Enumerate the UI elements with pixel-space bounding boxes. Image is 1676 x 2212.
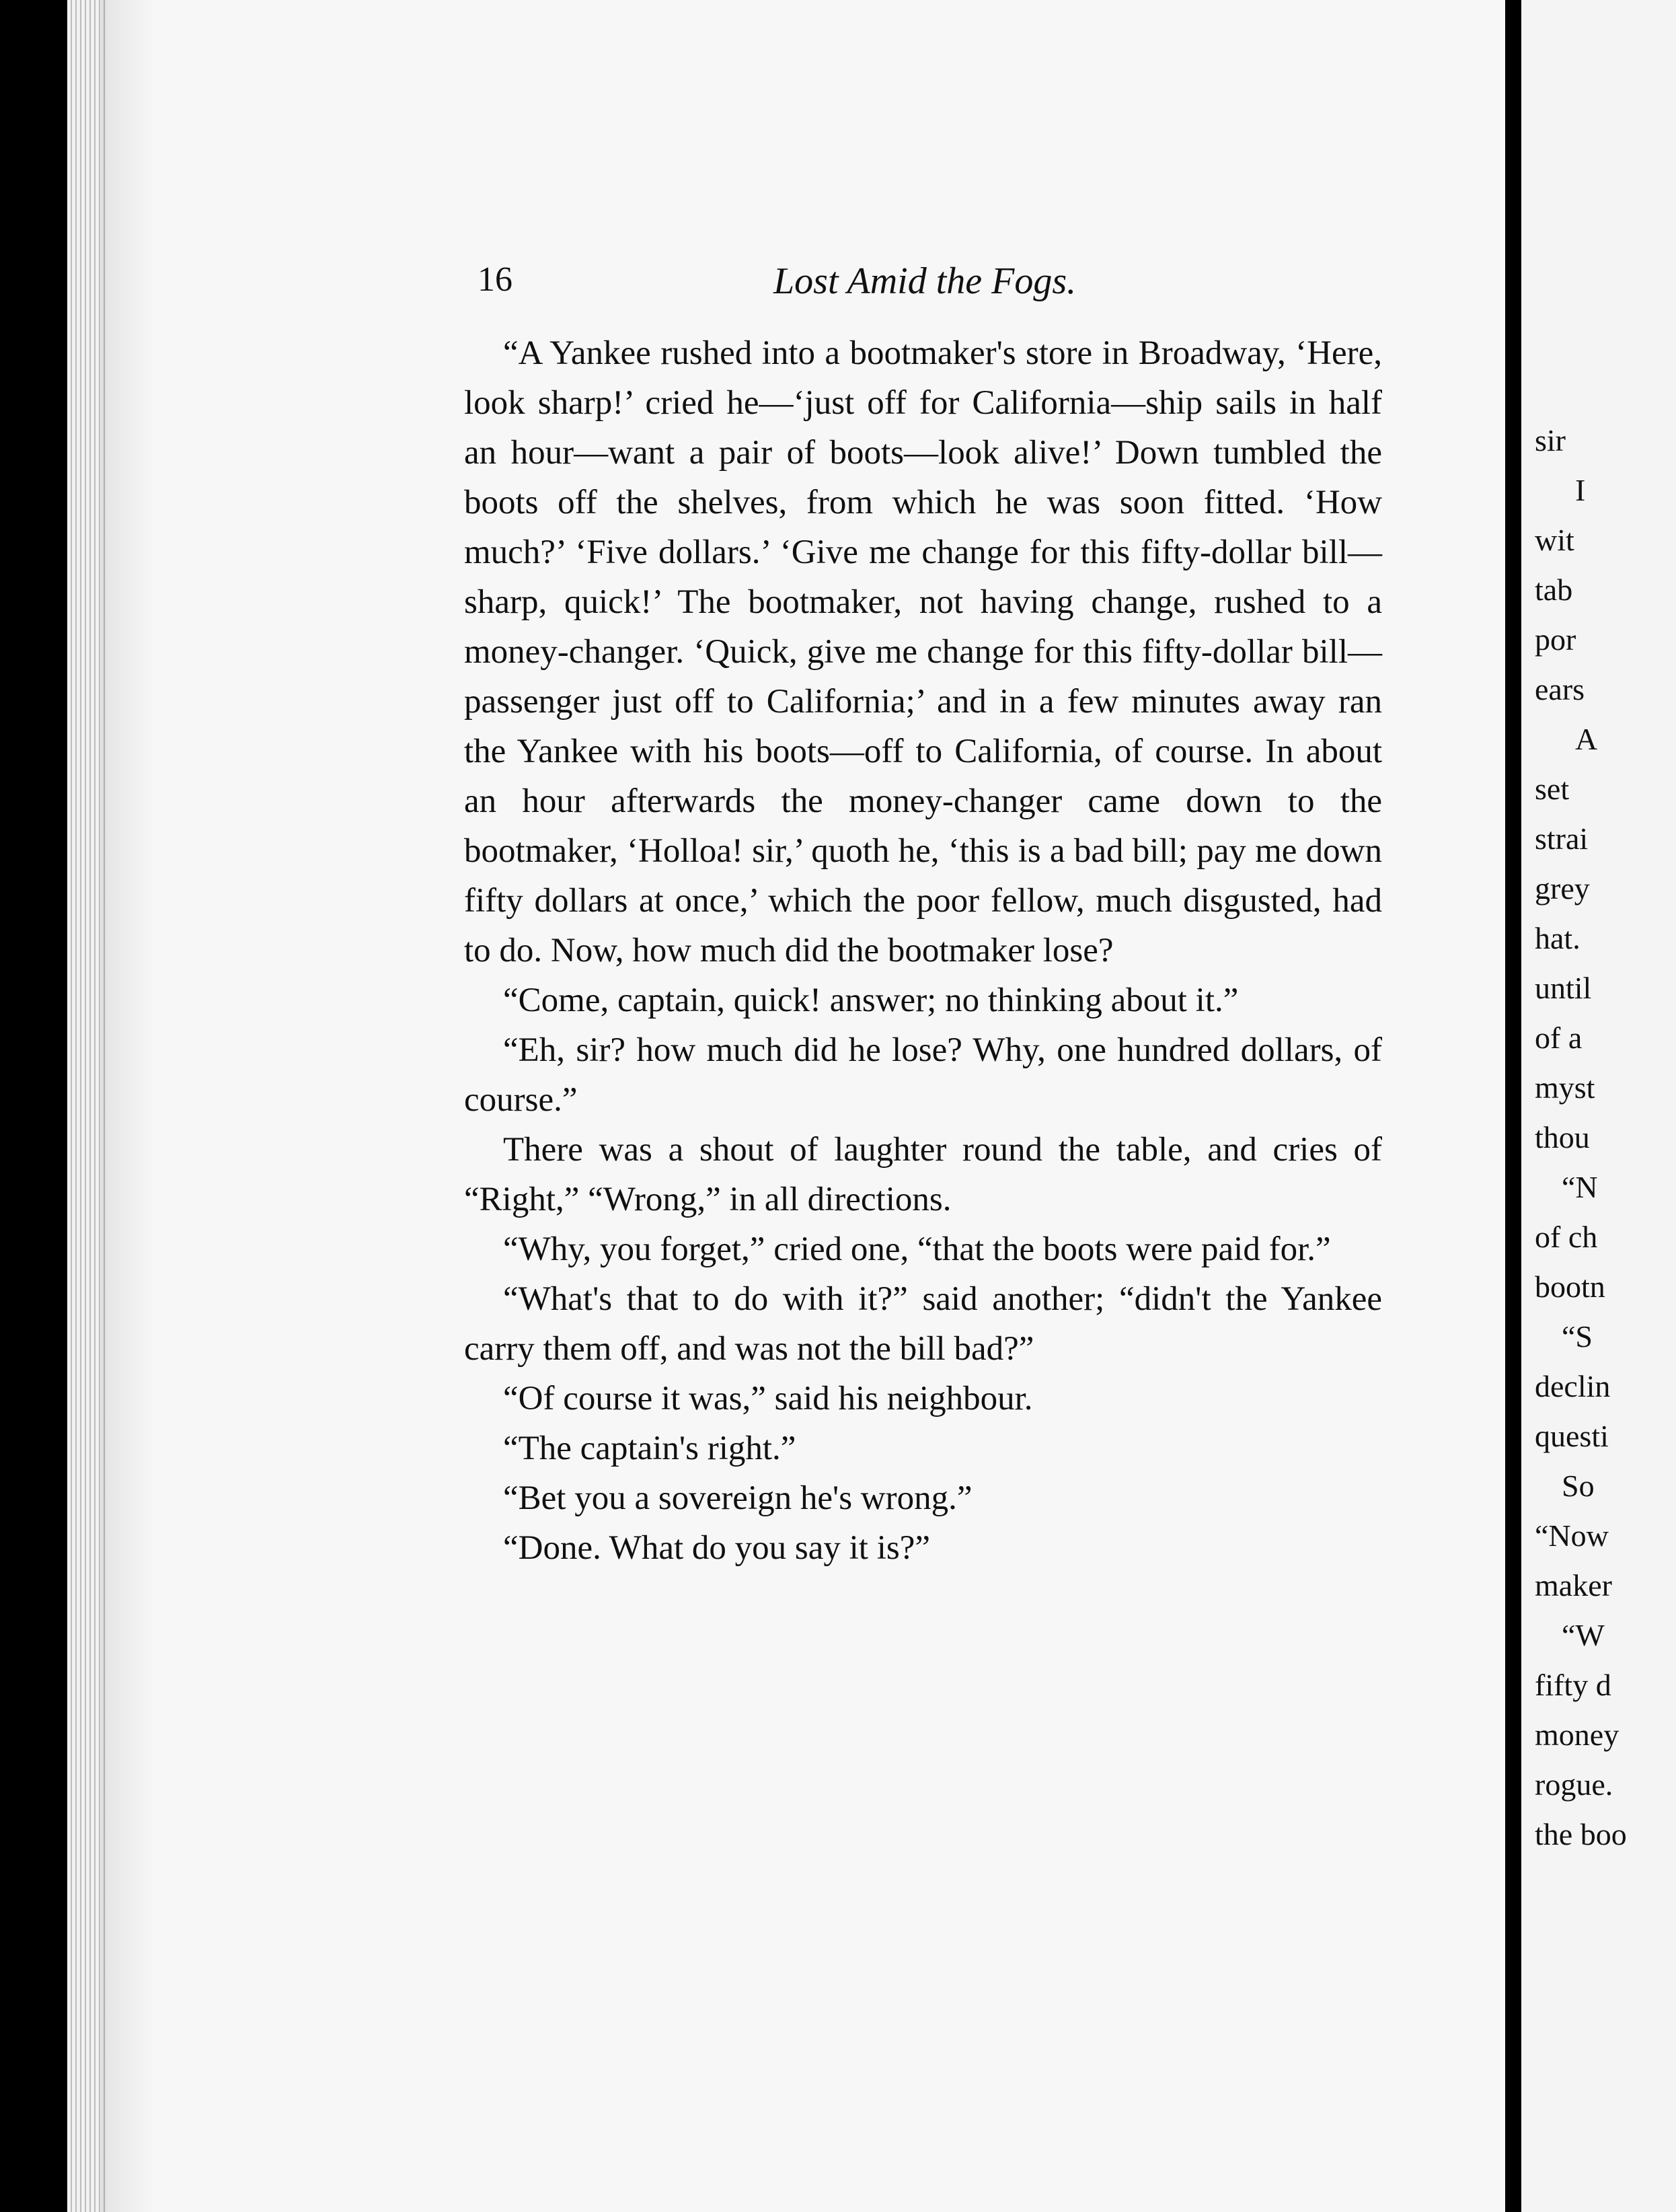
line-fragment: ears xyxy=(1535,672,1585,706)
book-spine xyxy=(1505,0,1521,2212)
line-fragment: money xyxy=(1535,1718,1620,1752)
line-fragment: of a xyxy=(1535,1021,1583,1055)
paragraph: “What's that to do with it?” said another; “didn't the Yankee carry them off, and was not the bill bad?” xyxy=(464,1280,1382,1368)
line-fragment: rogue. xyxy=(1535,1767,1613,1802)
line-fragment: tab xyxy=(1535,573,1573,607)
line-fragment: So xyxy=(1562,1469,1595,1503)
paragraph: “Done. What do you say it is?” xyxy=(503,1529,930,1567)
paragraph: “Bet you a sovereign he's wrong.” xyxy=(503,1479,973,1517)
line-fragment: myst xyxy=(1535,1070,1595,1105)
line-fragment: I xyxy=(1575,473,1586,507)
line-fragment: declin xyxy=(1535,1369,1611,1403)
line-fragment: questi xyxy=(1535,1419,1609,1453)
line-fragment: the boo xyxy=(1535,1817,1627,1851)
right-page-text xyxy=(1535,316,1676,1859)
line-fragment: bootn xyxy=(1535,1269,1605,1304)
paragraph: “A Yankee rushed into a bootmaker's store in Broadway, ‘Here, look sharp!’ cried he—‘just off for California—ship sails in half an hour—want a pair of boots—look alive!’ Down tumbled the boots off the shelves, from which he was soon fitted. ‘How much?’ ‘Five dollars.’ ‘Give me change for this fifty-dollar bill—sharp, quick!’ The bootmaker, not having change, rushed to a money-changer. ‘Quick, give me change for this fifty-dollar bill—passenger just off to California;’ and in a few minutes away ran the Yankee with his boots—off to California, of course. In about an hour afterwards the money-changer came down to the bootmaker, ‘Holloa! sir,’ quoth he, ‘this is a bad bill; pay me down fifty dollars at once,’ which the poor fellow, much disgusted, had to do. Now, how much did the bootmaker lose? xyxy=(464,334,1382,969)
line-fragment: “Now xyxy=(1535,1518,1609,1553)
line-fragment: strai xyxy=(1535,821,1589,856)
line-fragment: grey xyxy=(1535,871,1590,906)
gutter-shadow xyxy=(101,0,155,2212)
line-fragment: fifty d xyxy=(1535,1668,1611,1702)
running-title: Lost Amid the Fogs. xyxy=(773,260,1077,302)
line-fragment: maker xyxy=(1535,1568,1612,1602)
body-text xyxy=(464,328,1382,1573)
line-fragment: sir xyxy=(1535,423,1566,457)
paragraph: “Of course it was,” said his neighbour. xyxy=(503,1380,1033,1417)
paragraph: “Come, captain, quick! answer; no thinking about it.” xyxy=(503,982,1239,1019)
line-fragment: “S xyxy=(1562,1319,1593,1354)
line-fragment: of ch xyxy=(1535,1220,1598,1254)
line-fragment: set xyxy=(1535,772,1570,806)
line-fragment: until xyxy=(1535,971,1592,1005)
paragraph: There was a shout of laughter round the table, and cries of “Right,” “Wrong,” in all directions. xyxy=(464,1131,1382,1218)
line-fragment: “W xyxy=(1562,1618,1605,1652)
running-head xyxy=(478,260,1379,320)
line-fragment: “N xyxy=(1562,1170,1598,1204)
line-fragment: por xyxy=(1535,622,1576,657)
paragraph: “Why, you forget,” cried one, “that the boots were paid for.” xyxy=(503,1230,1331,1268)
paragraph: “The captain's right.” xyxy=(503,1430,796,1467)
line-fragment: A xyxy=(1575,722,1598,756)
paragraph: “Eh, sir? how much did he lose? Why, one hundred dollars, of course.” xyxy=(464,1031,1382,1119)
right-page xyxy=(1521,0,1676,2212)
line-fragment: thou xyxy=(1535,1120,1590,1154)
line-fragment: hat. xyxy=(1535,921,1580,955)
line-fragment: wit xyxy=(1535,523,1574,557)
page-number: 16 xyxy=(478,260,512,299)
